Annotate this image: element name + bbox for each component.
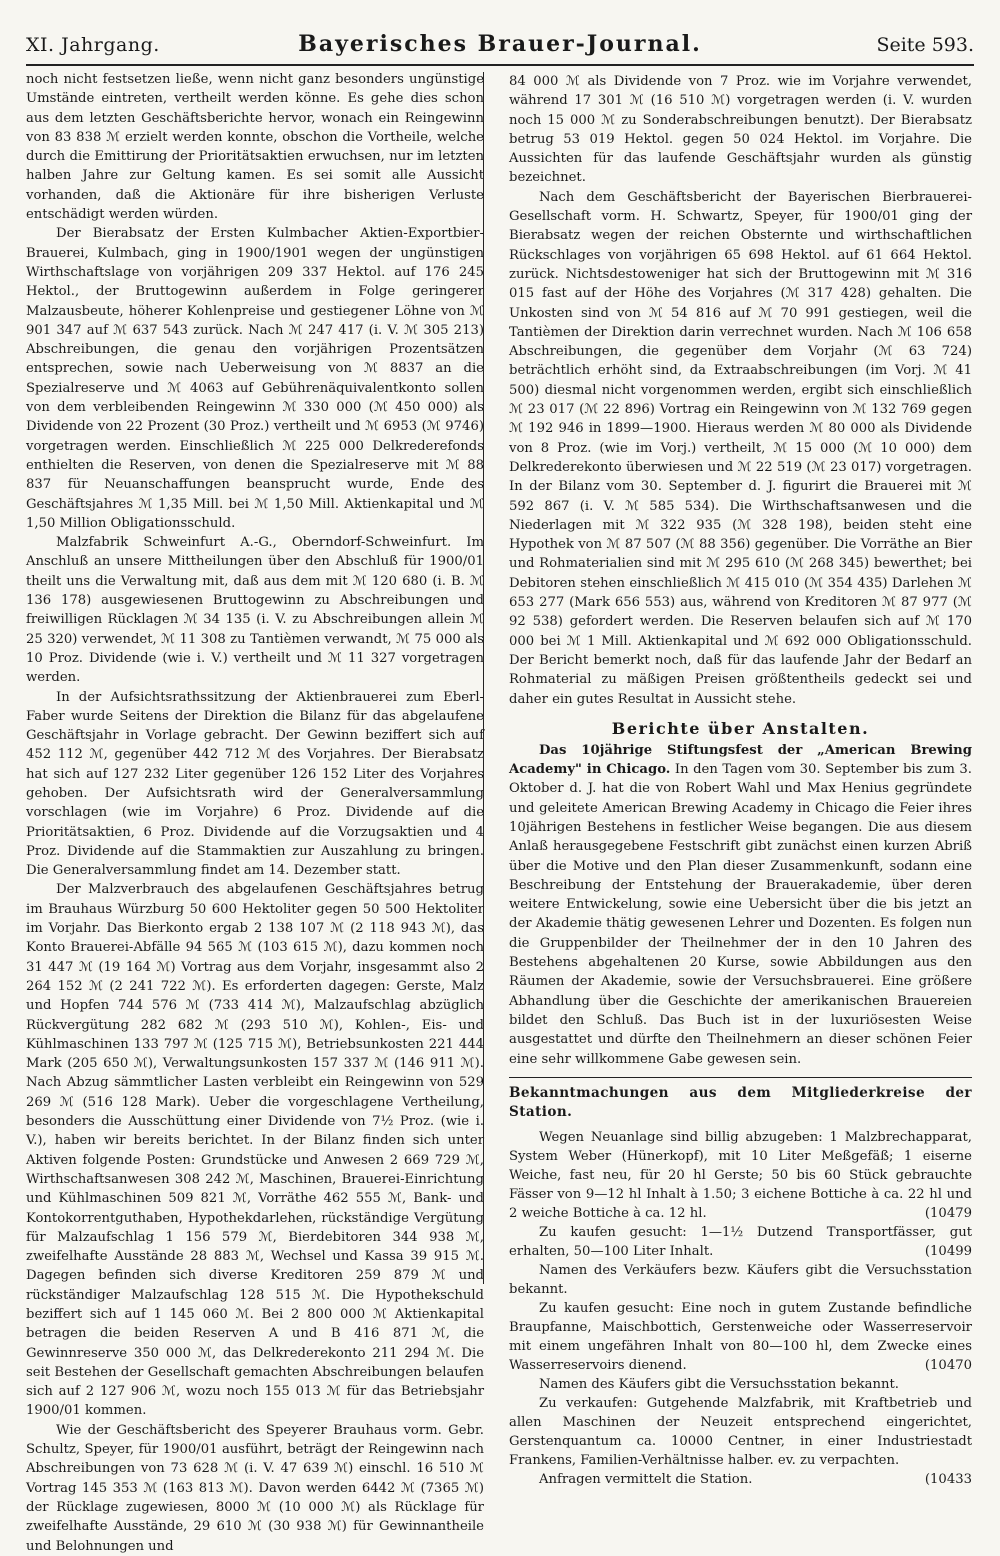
notice-ref: (10479 bbox=[924, 1206, 972, 1222]
notice-item bbox=[509, 1470, 972, 1489]
left-paragraph: Wie der Geschäftsbericht des Speyerer Brauhaus vorm. Gebr. Schultz, Speyer, für 1900/01 ausführt, beträgt der Reingewinn nach Abschreibungen von 73 628 ℳ (i. V. 47 639 ℳ) einschl. 16 510 ℳ Vortrag 145 353 ℳ (163 813 ℳ). Davon werden 6442 ℳ (7365 ℳ) der Rücklage zugewiesen, 8000 ℳ (10 000 ℳ) als Rücklage für zweifelhafte Ausstände, 29 610 ℳ (30 938 ℳ) für Gewinnantheile und Belohnungen und bbox=[26, 1422, 484, 1554]
notice-text: Namen des Käufers gibt die Versuchsstation bekannt. bbox=[539, 1377, 899, 1393]
notice-text: Namen des Verkäufers bezw. Käufers gibt die Versuchsstation bekannt. bbox=[509, 1263, 972, 1298]
journal-title: Bayerisches Brauer-Journal. bbox=[298, 31, 702, 57]
left-paragraph: Malzfabrik Schweinfurt A.-G., Oberndorf-Schweinfurt. Im Anschluß an unsere Mittheilungen über den Abschluß für 1900/01 theilt uns die Verwaltung mit, daß aus dem mit ℳ 120 680 (i. B. ℳ 136 178) ausgewiesenen Bruttogewinn zu Abschreibungen und freiwilligen Rücklagen ℳ 34 135 (i. V. zu Abschreibungen allein ℳ 25 320) verwendet, ℳ 11 308 zu Tantièmen verwandt, ℳ 75 000 als 10 Proz. Dividende (wie i. V.) vertheilt und ℳ 11 327 vorgetragen werden. bbox=[26, 535, 484, 686]
section-heading: Berichte über Anstalten. bbox=[611, 718, 870, 738]
left-column bbox=[26, 70, 484, 1556]
notice-item bbox=[509, 1128, 972, 1223]
right-column bbox=[509, 72, 972, 1489]
left-paragraph: In der Aufsichtsrathssitzung der Aktienbrauerei zum Eberl-Faber wurde Seitens der Direktion die Bilanz für das abgelaufene Geschäftsjahr in Vorlage gebracht. Der Gewinn beziffert sich auf 452 112 ℳ, gegenüber 442 712 ℳ des Vorjahres. Der Bierabsatz hat sich auf 127 232 Liter gegenüber 126 152 Liter des Vorjahres gehoben. Der Aufsichtsrath wird der Generalversammlung vorschlagen (wie im Vorjahre) 6 Proz. Dividende auf die Prioritätsaktien, 6 Proz. Dividende auf die Vorzugsaktien und 4 Proz. Dividende auf die Stammaktien zur Auszahlung zu bringen. Die Generalversammlung findet am 14. Dezember statt. bbox=[26, 689, 484, 879]
notice-item bbox=[509, 1299, 972, 1375]
column-divider bbox=[483, 72, 484, 1284]
notice-ref: (10499 bbox=[924, 1244, 972, 1260]
page-number: Seite 593. bbox=[876, 34, 974, 56]
volume-label: XI. Jahrgang. bbox=[26, 34, 160, 56]
article-title: Das 10jährige Stiftungsfest der „American Brewing Academy" in Chicago. bbox=[509, 742, 972, 778]
right-paragraph: 84 000 ℳ als Dividende von 7 Proz. wie im Vorjahre verwendet, während 17 301 ℳ (16 510 ℳ) vorgetragen werden (i. V. wurden noch 15 000 ℳ zu Sonderabschreibungen benutzt). Der Bierabsatz betrug 53 019 Hektol. gegen 50 024 Hektol. im Vorjahre. Die Aussichten für das laufende Geschäftsjahr wurden als günstig bezeichnet. bbox=[509, 74, 972, 186]
notice-text: Wegen Neuanlage sind billig abzugeben: 1 Malzbrechapparat, System Weber (Hünerkopf), mit 10 Liter Meßgefäß; 1 eiserne Weiche, fast neu, für 20 hl Gerste; 50 bis 60 Stück gebrauchte Fässer von 9—12 hl Inhalt à 1.50; 3 eichene Bottiche à ca. 22 hl und 2 weiche Bottiche à ca. 12 hl. bbox=[509, 1130, 972, 1222]
page-header bbox=[26, 30, 974, 64]
notice-item bbox=[509, 1223, 972, 1261]
notice-ref: (10433 bbox=[924, 1472, 972, 1488]
header-rule bbox=[26, 64, 974, 66]
article-text: In den Tagen vom 30. September bis zum 3. Oktober d. J. hat die von Robert Wahl und Max Henius gegründete und geleitete American Brewing Academy in Chicago die Feier ihres 10jährigen Bestehens in festlicher Weise begangen. Die aus diesem Anlaß herausgegebene Festschrift gibt zunächst einen kurzen Abriß über die Motive und den Plan dieser Zusammenkunft, sodann eine Beschreibung der Entstehung der Brauerakademie, über deren weitere Entwickelung, sowie eine Uebersicht über die bis jetzt an der Akademie thätig gewesenen Lehrer und Dozenten. Es folgen nun die Gruppenbilder der Theilnehmer der in den 10 Jahren des Bestehens abgehaltenen 20 Kurse, sowie Abbildungen aus den Räumen der Akademie, sowie der Versuchsbrauerei. Eine größere Abhandlung über die Geschichte der amerikanischen Brauereien bildet den Schluß. Das Buch ist in der luxuriösesten Weise ausgestattet und dürfte den Theilnehmern an dieser schönen Feier eine sehr willkommene Gabe gewesen sein. bbox=[509, 762, 972, 1067]
article-body bbox=[509, 741, 972, 1069]
left-paragraph: noch nicht festsetzen ließe, wenn nicht ganz besonders ungünstige Umstände eintreten, vertheilt werden könne. Es gehe dies schon aus dem letzten Geschäftsberichte hervor, wonach ein Reingewinn von 83 838 ℳ erzielt werden konnte, obschon die Vortheile, welche durch die Emittirung der Prioritätsaktien erwuchsen, nur im letzten halben Jahre zur Geltung kamen. Es sei somit alle Aussicht vorhanden, daß die Aktionäre für ihre bisherigen Verluste entschädigt werden würden. bbox=[26, 72, 484, 223]
notices-heading: Bekanntmachungen aus dem Mitgliederkreise der Station. bbox=[509, 1084, 972, 1121]
notice-text: Zu kaufen gesucht: Eine noch in gutem Zustande befindliche Braupfanne, Maischbottich, Gerstenweiche oder Wasserreservoir mit einem ungefähren Inhalt von 80—100 hl, dem Zwecke eines Wasserreservoirs dienend. bbox=[509, 1301, 972, 1374]
notice-item bbox=[509, 1375, 972, 1394]
right-paragraph: Nach dem Geschäftsbericht der Bayerischen Bierbrauerei-Gesellschaft vorm. H. Schwartz, Speyer, für 1900/01 ging der Bierabsatz wegen der reichen Obsternte und wirthschaftlichen Rückschlages von vorjährigen 65 698 Hektol. auf 61 664 Hektol. zurück. Nichtsdestoweniger hat sich der Bruttogewinn mit ℳ 316 015 fast auf der Höhe des Vorjahres (ℳ 317 428) gehalten. Die Unkosten sind von ℳ 54 816 auf ℳ 70 991 gestiegen, weil die Tantièmen der Direktion darin verrechnet wurden. Nach ℳ 106 658 Abschreibungen, die gegenüber dem Vorjahr (ℳ 63 724) beträchtlich erhöht sind, da Extraabschreibungen (im Vorj. ℳ 41 500) diesmal nicht vorgenommen werden, ergibt sich einschließlich ℳ 23 017 (ℳ 22 896) Vortrag ein Reingewinn von ℳ 132 769 gegen ℳ 192 946 in 1899—1900. Hieraus werden ℳ 80 000 als Dividende von 8 Proz. (wie im Vorj.) vertheilt, ℳ 15 000 (ℳ 10 000) dem Delkrederekonto überwiesen und ℳ 22 519 (ℳ 23 017) vorgetragen. In der Bilanz vom 30. September d. J. figurirt die Brauerei mit ℳ 592 867 (i. V. ℳ 585 534). Die Wirthschaftsanwesen und die Niederlagen mit ℳ 322 935 (ℳ 328 198), beiden steht eine Hypothek von ℳ 87 507 (ℳ 88 356) gegenüber. Die Vorräthe an Bier und Rohmaterialien sind mit ℳ 295 610 (ℳ 268 345) bewerthet; bei Debitoren stehen einschließlich ℳ 415 010 (ℳ 354 435) Darlehen ℳ 653 277 (Mark 656 553) aus, während von Kreditoren ℳ 87 977 (ℳ 92 538) gefordert werden. Die Reserven belaufen sich auf ℳ 170 000 bei ℳ 1 Mill. Aktienkapital und ℳ 692 000 Obligationsschuld. Der Bericht bemerkt noch, daß für das laufende Jahr der Bedarf an Rohmaterial zu mäßigen Preisen größtentheils gedeckt sei und daher ein gutes Resultat in Aussicht stehe. bbox=[509, 189, 972, 707]
notice-text: Zu verkaufen: Gutgehende Malzfabrik, mit Kraftbetrieb und allen Maschinen der Neuzeit entsprechend eingerichtet, Gerstenquantum ca. 10000 Centner, in einer Industriestadt Frankens, Familien-Verhältnisse halber. ev. zu verpachten. bbox=[509, 1396, 972, 1469]
notice-ref: (10470 bbox=[924, 1358, 972, 1374]
notice-item bbox=[509, 1261, 972, 1299]
notice-item bbox=[509, 1394, 972, 1470]
left-paragraph: Der Bierabsatz der Ersten Kulmbacher Aktien-Exportbier-Brauerei, Kulmbach, ging in 1900/1901 wegen der ungünstigen Wirthschaftslage von vorjährigen 209 337 Hektol. auf 176 245 Hektol., der Bruttogewinn außerdem in Folge geringerer Malzausbeute, höherer Kohlenpreise und gestiegener Löhne von ℳ 901 347 auf ℳ 637 543 zurück. Nach ℳ 247 417 (i. V. ℳ 305 213) Abschreibungen, die genau den vorjährigen Prozentsätzen entsprechen, sowie nach Ueberweisung von ℳ 8837 an die Spezialreserve und ℳ 4063 auf Gebührenäquivalentkonto sollen von dem verbleibenden Reingewinn ℳ 330 000 (ℳ 450 000) als Dividende von 22 Prozent (30 Proz.) vertheilt und ℳ 6953 (ℳ 9746) vorgetragen werden. Einschließlich ℳ 225 000 Delkrederefonds enthielten die Reserven, von denen die Spezialreserve mit ℳ 88 837 für Neuanschaffungen beansprucht wurde, Ende des Geschäftsjahres ℳ 1,35 Mill. bei ℳ 1,50 Mill. Aktienkapital und ℳ 1,50 Million Obligationsschuld. bbox=[26, 226, 484, 531]
notice-text: Zu kaufen gesucht: 1—1½ Dutzend Transportfässer, gut erhalten, 50—100 Liter Inhalt. bbox=[509, 1225, 972, 1260]
notice-text: Anfragen vermittelt die Station. bbox=[539, 1472, 753, 1488]
left-paragraph: Der Malzverbrauch des abgelaufenen Geschäftsjahres betrug im Brauhaus Würzburg 50 600 Hektoliter gegen 50 500 Hektoliter im Vorjahr. Das Bierkonto ergab 2 138 107 ℳ (2 118 943 ℳ), das Konto Brauerei-Abfälle 94 565 ℳ (103 615 ℳ), dazu kommen noch 31 447 ℳ (19 164 ℳ) Vortrag aus dem Vorjahr, insgesammt also 2 264 152 ℳ (2 241 722 ℳ). Es erforderten dagegen: Gerste, Malz und Hopfen 744 576 ℳ (733 414 ℳ), Malzaufschlag abzüglich Rückvergütung 282 682 ℳ (293 510 ℳ), Kohlen-, Eis- und Kühlmaschinen 133 797 ℳ (125 715 ℳ), Betriebsunkosten 221 444 Mark (205 650 ℳ), Verwaltungsunkosten 157 337 ℳ (146 911 ℳ). Nach Abzug sämmtlicher Lasten verbleibt ein Reingewinn von 529 269 ℳ (516 128 Mark). Ueber die vorgeschlagene Vertheilung, besonders die Ausschüttung einer Dividende von 7½ Proz. (wie i. V.), haben wir bereits berichtet. In der Bilanz finden sich unter Aktiven folgende Posten: Grundstücke und Anwesen 2 669 729 ℳ, Wirthschaftsanwesen 308 242 ℳ, Maschinen, Brauerei-Einrichtung und Kühlmaschinen 509 821 ℳ, Vorräthe 462 555 ℳ, Bank- und Kontokorrentguthaben, Hypothekdarlehen, rückständige Vergütung für Malzaufschlag 1 156 579 ℳ, Bierdebitoren 344 938 ℳ, zweifelhafte Ausstände 28 883 ℳ, Wechsel und Kassa 39 915 ℳ. Dagegen befinden sich diverse Kreditoren 259 879 ℳ und rückständiger Malzaufschlag 128 515 ℳ. Die Hypothekschuld beziffert sich auf 1 145 060 ℳ. Bei 2 800 000 ℳ Aktienkapital betragen die beiden Reserven A und B 416 871 ℳ, die Gewinnreserve 350 000 ℳ, das Delkrederekonto 211 294 ℳ. Die seit Bestehen der Gesellschaft gemachten Abschreibungen belaufen sich auf 2 127 906 ℳ, wozu noch 155 013 ℳ für das Betriebsjahr 1900/01 kommen. bbox=[26, 882, 484, 1419]
section-rule bbox=[509, 1077, 972, 1078]
